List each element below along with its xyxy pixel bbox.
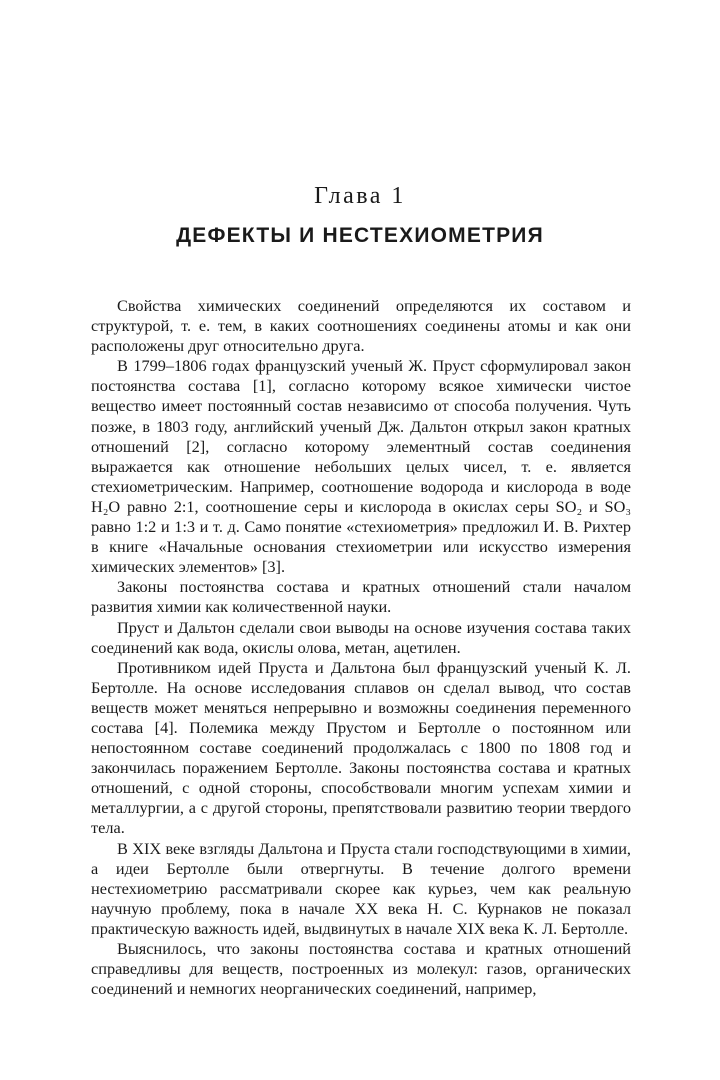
body-text bbox=[91, 296, 631, 999]
paragraph: В 1799–1806 годах французский ученый Ж. Пруст сформулировал закон постоянства состава [1], согласно которому всякое химически чистое вещество имеет постоянный состав независимо от способа получения. Чуть позже, в 1803 году, английский ученый Дж. Дальтон открыл закон кратных отношений [2], согласно которому элементный состав соединения выражается как отношение небольших целых чисел, т. е. является стехиометрическим. Например, соотношение водорода и кислорода в воде H₂O равно 2:1, соотношение серы и кислорода в окислах серы SO₂ и SO₃ равно 1:2 и 1:3 и т. д. Само понятие «стехиометрия» предложил И. В. Рихтер в книге «Начальные основания стехиометрии или искусство измерения химических элементов» [3]. bbox=[91, 356, 631, 577]
chapter-title: ДЕФЕКТЫ И НЕСТЕХИОМЕТРИЯ bbox=[176, 224, 544, 247]
paragraph: Пруст и Дальтон сделали свои выводы на основе изучения состава таких соединений как вода, окислы олова, метан, ацетилен. bbox=[91, 617, 631, 657]
paragraph: Законы постоянства состава и кратных отношений стали началом развития химии как количественной науки. bbox=[91, 577, 631, 617]
paragraph: Свойства химических соединений определяются их составом и структурой, т. е. тем, в каких соотношениях соединены атомы и как они расположены друг относительно друга. bbox=[91, 296, 631, 356]
paragraph: В XIX веке взгляды Дальтона и Пруста стали господствующими в химии, а идеи Бертолле были отвергнуты. В течение долгого времени нестехиометрию рассматривали скорее как курьез, чем как реальную научную проблему, пока в начале XX века Н. С. Курнаков не показал практическую важность идей, выдвинутых в начале XIX века К. Л. Бертолле. bbox=[91, 838, 631, 938]
chapter-label: Глава 1 bbox=[314, 183, 406, 209]
paragraph: Выяснилось, что законы постоянства состава и кратных отношений справедливы для веществ, построенных из молекул: газов, органических соединений и немногих неорганических соединений, например, bbox=[91, 939, 631, 999]
paragraph: Противником идей Пруста и Дальтона был французский ученый К. Л. Бертолле. На основе исследования сплавов он сделал вывод, что состав веществ может меняться непрерывно и возможны соединения переменного состава [4]. Полемика между Прустом и Бертолле о постоянном или непостоянном составе соединений продолжалась с 1800 по 1808 год и закончилась поражением Бертолле. Законы постоянства состава и кратных отношений, с одной стороны, способствовали многим успехам химии и металлургии, а с другой стороны, препятствовали развитию теории твердого тела. bbox=[91, 657, 631, 838]
